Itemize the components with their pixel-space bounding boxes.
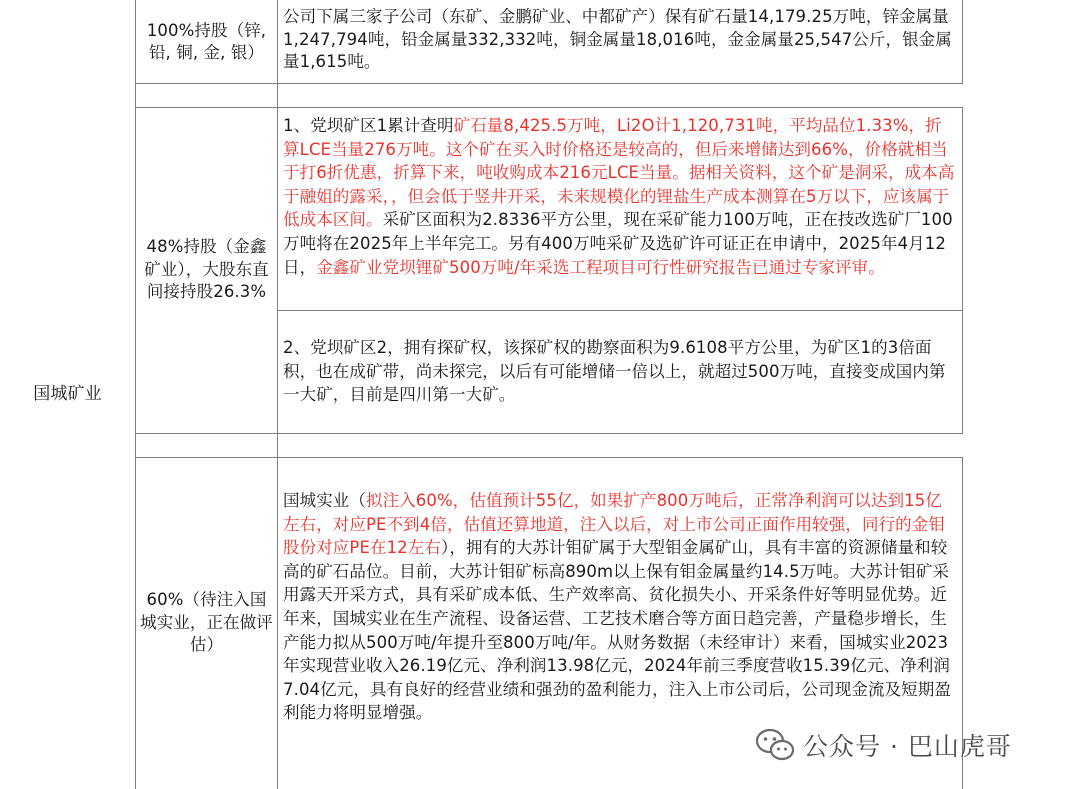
stake-cell-row1 <box>140 4 273 80</box>
detail-cell-row1 <box>283 6 955 74</box>
detail-highlight-row2-review: 金鑫矿业党坝锂矿500万吨/年采选工程项目可行性研究报告已通过专家评审。 <box>316 257 885 277</box>
stake-cell-row2 <box>140 107 273 433</box>
detail-text-row2-exploration: 2、党坝矿区2，拥有探矿权，该探矿权的勘察面积为9.6108平方公里，为矿区1的3倍面积，也在成矿带，尚未探完，以后有可能增储一倍以上，就超过500万吨，直接变成国内第一大矿，目前是四川第一大矿。 <box>283 338 946 405</box>
detail-cell-row2-part2 <box>283 336 955 407</box>
detail-text-row3-body: ），拥有的大苏计钼矿属于大型钼金属矿山，具有丰富的资源储量和较高的矿石品位。目前，大苏计钼矿标高890m以上保有钼金属量约14.5万吨。大苏计钼矿采用露天开采方式，具有采矿成本低、生产效率高、贫化损失小、开采条件好等明显优势。近年来，国城实业在生产流程、设备运营、工艺技术磨合等方面日趋完善，产量稳步增长，生产能力拟从500万吨/年提升至800万吨/年。从财务数据（未经审计）来看，国城实业2023年实现营业收入26.19亿元、净利润13.98亿元，2024年前三季度营收15.39亿元、净利润7.04亿元，具有良好的经营业绩和强劲的盈利能力，注入上市公司后，公司现金流及短期盈利能力将明显增强。 <box>283 538 951 723</box>
detail-highlight-row2-reserves: 矿石量8,425.5万吨，Li2O计1,120,731吨，平均品位1.33%，折算LCE当量276万吨。这个矿在买入时价格还是较高的，但后来增储达到66%，价格就相当于打6折优惠，折算下来，吨收购成本216元LCE当量。据相关资料，这个矿是洞采，成本高于融姐的露采，，但会低于竖井开采，未来规模化的锂盐生产成本测算在5万以下，应该属于低成本区间。 <box>283 116 955 230</box>
detail-text-row2-capacity: 采矿区面积为2.8336平方公里，现在采矿能力100万吨，正在技改选矿厂100万吨将在2025年上半年完工。另有400万吨采矿及选矿许可证正在申请中，2025年4月12日， <box>283 210 953 277</box>
detail-cell-row3 <box>283 489 955 725</box>
detail-text-row3-intro: 国城实业（ <box>283 491 366 510</box>
detail-highlight-row3-valuation: 拟注入60%，估值预计55亿，如果扩产800万吨后，正常净利润可以达到15亿左右，对应PE不到4倍，估值还算地道，注入以后，对上市公司正面作用较强，同行的金钼股份对应PE在12左右 <box>283 491 945 558</box>
company-name-cell <box>0 0 135 789</box>
stake-text-row2: 48%持股（金鑫矿业），大股东直间接持股26.3% <box>144 237 269 302</box>
company-name: 国城矿业 <box>33 384 102 405</box>
stake-text-row3: 60%（待注入国城实业，正在做评估） <box>140 590 273 655</box>
stake-text-row1: 100%持股（锌, 铅, 铜, 金, 银） <box>146 20 267 62</box>
detail-text-row1: 公司下属三家子公司（东矿、金鹏矿业、中都矿产）保有矿石量14,179.25万吨，锌金属量1,247,794吨，铅金属量332,332吨，铜金属量18,016吨，金金属量25,547公斤，银金属量1,615吨。 <box>283 7 952 71</box>
detail-text-row2-intro: 1、党坝矿区1累计查明 <box>283 116 454 135</box>
watermark <box>755 727 1012 763</box>
watermark-text: 公众号 · 巴山虎哥 <box>803 732 1012 761</box>
detail-cell-row2-part1 <box>283 114 955 279</box>
wechat-logo-icon <box>755 727 795 763</box>
stake-cell-row3 <box>140 457 273 789</box>
